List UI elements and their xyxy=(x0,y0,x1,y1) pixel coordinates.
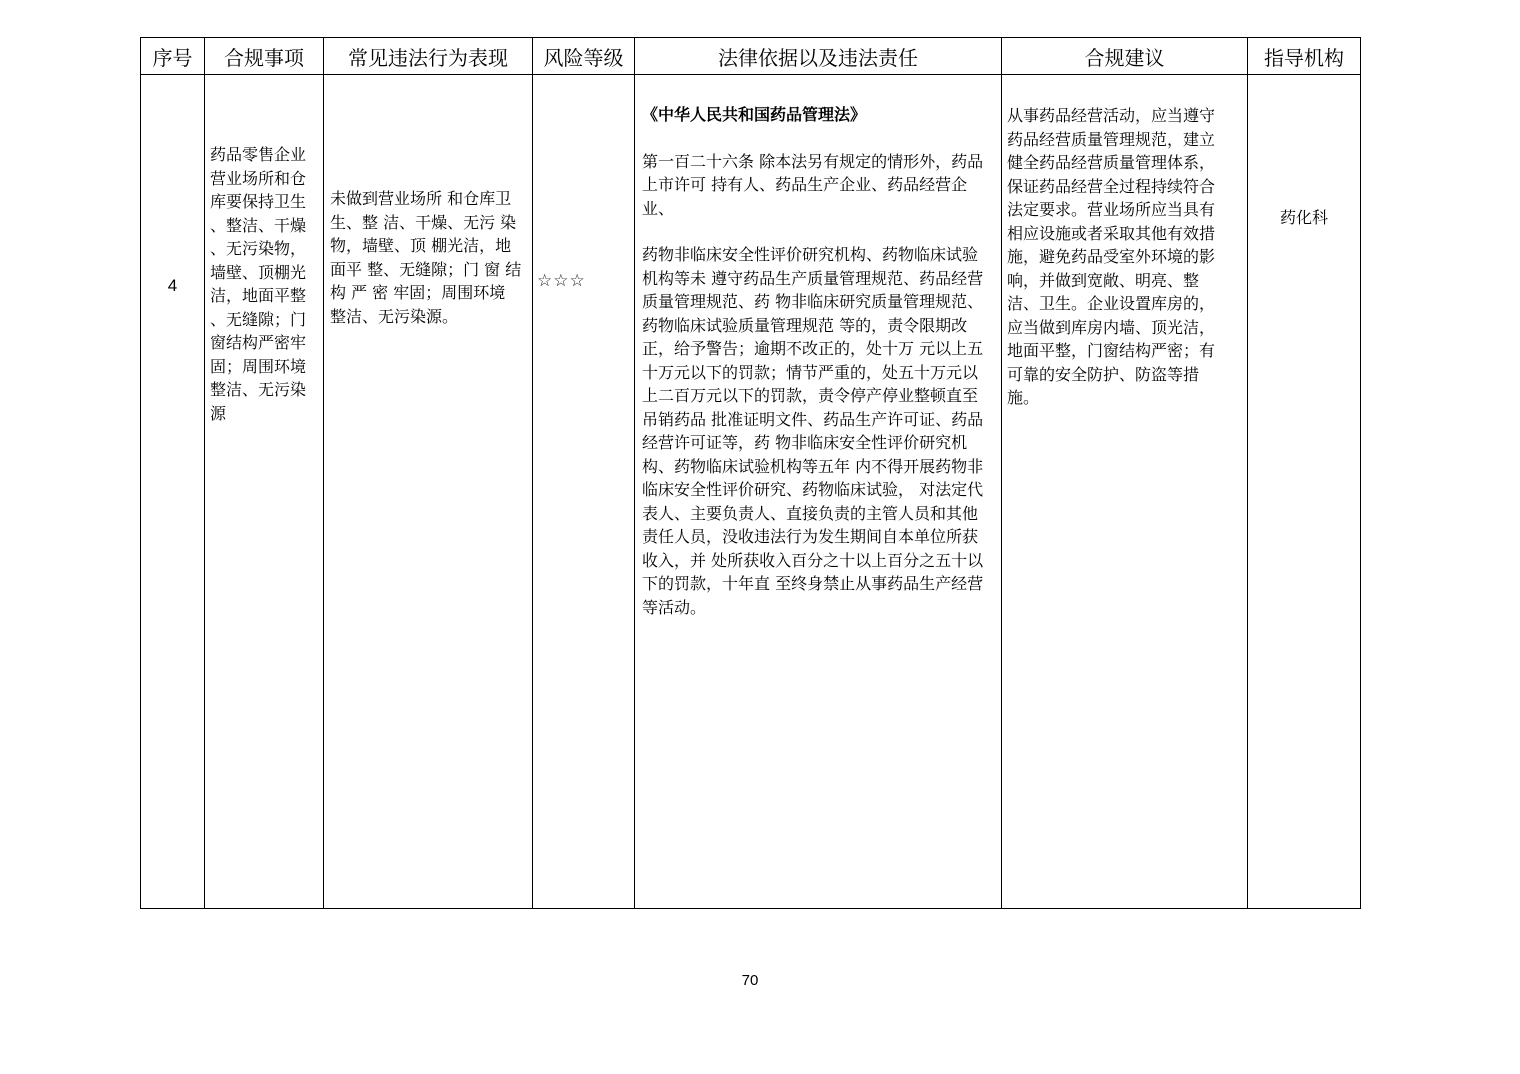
compliance-advice-text: 从事药品经营活动，应当遵守药品经营质量管理规范，建立健全药品经营质量管理体系，保证药品经营全过程持续符合法定要求。营业场所应当具有相应设施或者采取其他有效措施，避免药品受室外环境的影响，并做到宽敞、明亮、整洁、卫生。企业设置库房的，应当做到库房内墙、顶光洁，地面平整，门窗结构严密；有可靠的安全防护、防盗等措施。 xyxy=(1007,106,1216,407)
header-item: 合规事项 xyxy=(205,38,324,75)
compliance-item-text: 药品零售企业 营业场所和仓 库要保持卫生 、整洁、干燥 、无污染物，墙壁、顶棚光 洁，地面平整 、无缝隙；门 窗结构严密牢 固；周围环境整洁、无污染 源 xyxy=(210,145,307,423)
header-law: 法律依据以及违法责任 xyxy=(635,38,1002,75)
violation-text: 未做到营业场所 和仓库卫生、整 洁、干燥、无污 染物，墙壁、顶 棚光洁，地面平 整、无缝隙；门 窗 结 构 严 密 牢固；周围环境 整洁、无污染源。 xyxy=(330,189,522,326)
header-seq: 序号 xyxy=(141,38,205,75)
law-paragraph-2: 药物非临床安全性评价研究机构、药物临床试验机构等未 遵守药品生产质量管理规范、药品经营质量管理规范、药 物非临床研究质量管理规范、药物临床试验质量管理规范 等的，责令限期改正，给予警告；逾期不改正的，处十万 元以上五十万元以下的罚款；情节严重的，处五十万元以 上二百万元以下的罚款，责令停产停业整顿直至吊销药品 批准证明文件、药品生产许可证、药品经营许可证等，药 物非临床安全性评价研究机构、药物临床试验机构等五年 内不得开展药物非临床安全性评价研究、药物临床试验， 对法定代表人、主要负责人、直接负责的主管人员和其他 责任人员，没收违法行为发生期间自本单位所获收入，并 处所获收入百分之十以上百分之五十以下的罚款，十年直 至终身禁止从事药品生产经营等活动。 xyxy=(642,245,984,617)
law-block xyxy=(635,103,1001,619)
law-title: 《中华人民共和国药品管理法》 xyxy=(642,105,867,124)
agency-name: 药化科 xyxy=(1279,208,1328,227)
law-cell xyxy=(635,75,1002,909)
header-risk: 风险等级 xyxy=(533,38,635,75)
item-cell xyxy=(205,75,324,909)
violation-cell xyxy=(324,75,533,909)
table-row xyxy=(141,75,1361,909)
table-header-row xyxy=(141,38,1361,75)
header-agency: 指导机构 xyxy=(1248,38,1361,75)
law-paragraph-1: 第一百二十六条 除本法另有规定的情形外，药品上市许可 持有人、药品生产企业、药品经营企业、 xyxy=(642,151,984,218)
risk-level-stars: ☆☆☆ xyxy=(537,271,586,291)
header-advice: 合规建议 xyxy=(1002,38,1248,75)
advice-cell xyxy=(1002,75,1248,909)
seq-value: 4 xyxy=(167,276,178,295)
header-violation: 常见违法行为表现 xyxy=(324,38,533,75)
risk-cell xyxy=(533,75,635,909)
compliance-table xyxy=(140,37,1361,909)
page-number: 70 xyxy=(741,972,759,989)
seq-cell xyxy=(141,75,205,909)
agency-cell xyxy=(1248,75,1361,909)
